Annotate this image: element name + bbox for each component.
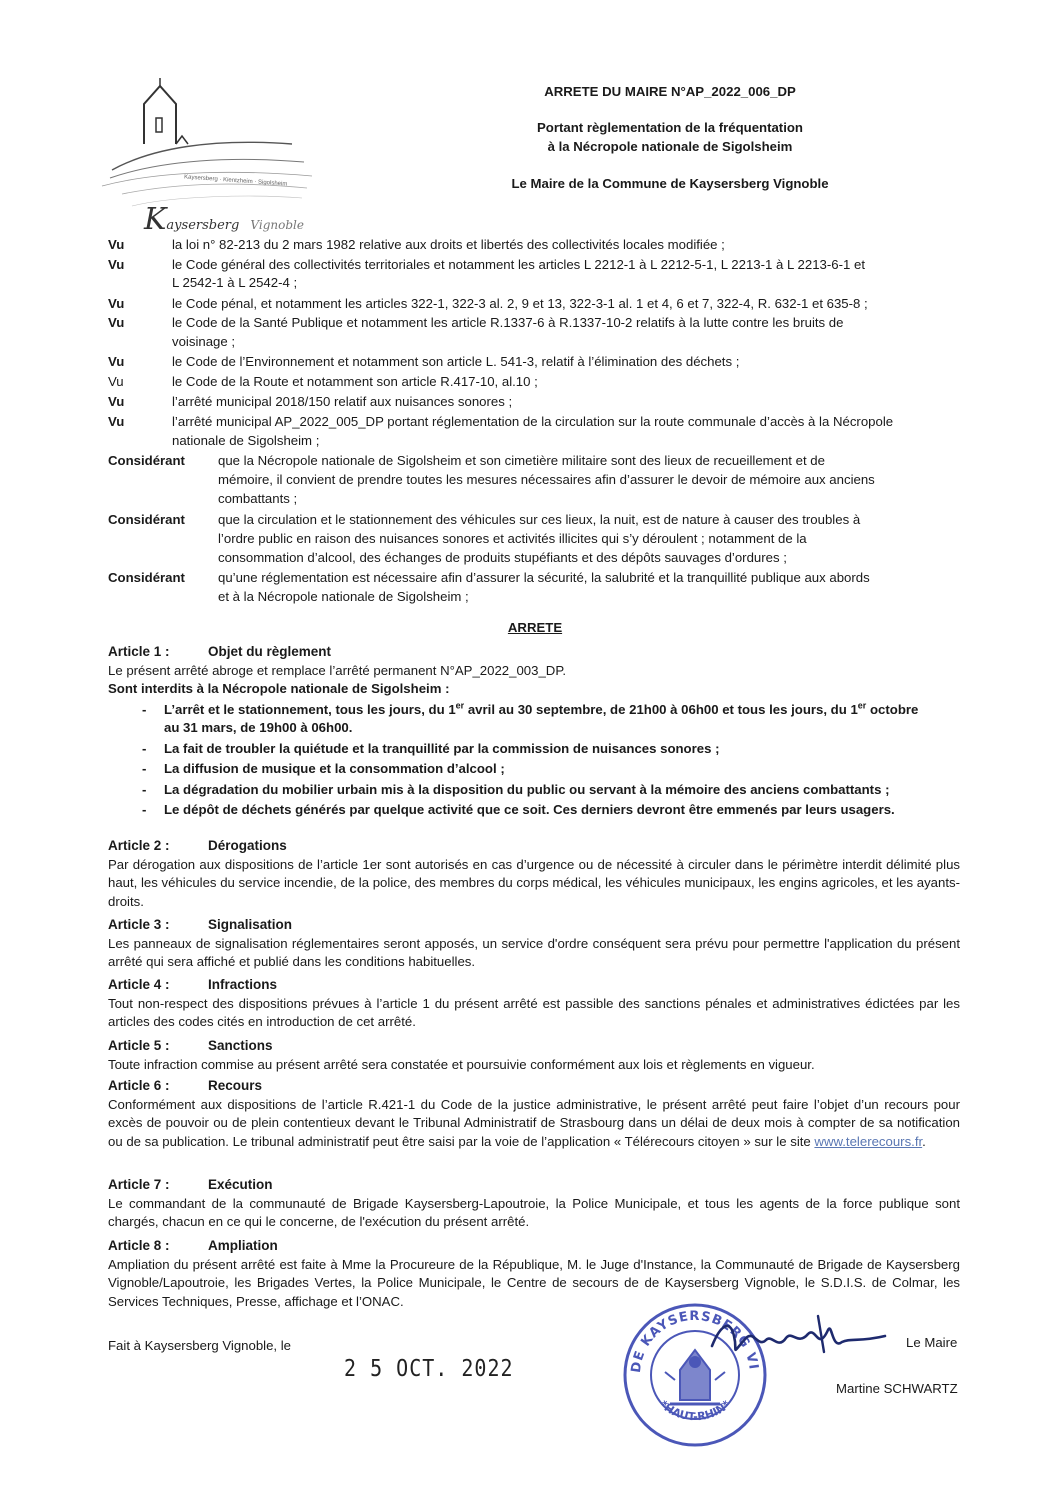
article-text: Le présent arrêté abroge et remplace l’arrêté permanent N°AP_2022_003_DP.	[108, 662, 567, 678]
seal-bottom-text: *HAUT-RHIN*	[657, 1397, 733, 1424]
article-text-part: .	[922, 1133, 926, 1149]
vu-text: le Code de la Santé Publique et notamment les article R.1337-6 à R.1337-10-2 relatifs à la lutte contre les bruits de	[172, 315, 844, 330]
article-6	[108, 1077, 960, 1151]
vu-label: Vu	[108, 394, 125, 409]
decree-authority: Le Maire de la Commune de Kaysersberg Vignoble	[511, 176, 829, 191]
article-number: Article 5 :	[108, 1038, 170, 1053]
considerant-line: qu’une réglementation est nécessaire afin d’assurer la sécurité, la salubrité et la tranquillité publique aux abords	[218, 570, 870, 585]
article-title: Infractions	[208, 977, 278, 992]
logo-brand-text	[144, 202, 304, 237]
article-heading	[108, 1037, 960, 1056]
article-heading	[108, 976, 960, 995]
bullet-text: octobre	[866, 701, 919, 717]
article-5	[108, 1037, 960, 1074]
article-text: Tout non-respect des dispositions prévues à l’article 1 du présent arrêté est passible des sanctions pénales et administratives édictées par les articles des codes cités en introduction de cet arrêté.	[108, 995, 960, 1029]
article-number: Article 2 :	[108, 838, 170, 853]
article-heading	[108, 837, 960, 856]
list-item: - La diffusion de musique et la consommation d’alcool ;	[142, 761, 505, 776]
article-text: Sont interdits à la Nécropole nationale de Sigolsheim :	[108, 681, 450, 696]
article-text: Par dérogation aux dispositions de l’article 1er sont autorisés en cas d’urgence ou de nécessité à circuler dans le périmètre interdit délimité plus haut, les véhicules du service incendie, de la police, des membres du corps médical, les véhicules municipaux, les engins agricoles, et les ayants-droits.	[108, 856, 960, 909]
list-item: - La dégradation du mobilier urbain mis à la disposition du public ou servant à la mémoire des anciens combattants ;	[142, 781, 890, 797]
bullet-text: Le dépôt de déchets générés par quelque activité que ce soit. Ces derniers devront être emmenés par leurs usagers.	[164, 802, 895, 817]
vu-text: nationale de Sigolsheim ;	[172, 433, 320, 448]
article-title: Signalisation	[208, 917, 293, 932]
article-text: Ampliation du présent arrêté est faite à Mme la Procureure de la République, M. le Juge d'Instance, la Communauté de Brigade de Kaysersberg Vignoble/Lapoutroie, les Brigades Vertes, la Police Municipale, le Centre de secours de de Kaysersberg Vignoble, le S.D.I.S. de Colmar, les Services Techniques, Presse, affichage et l’ONAC.	[108, 1256, 960, 1309]
vu-text: le Code de la Route et notamment son article R.417-10, al.10 ;	[172, 374, 538, 389]
article-title: Exécution	[208, 1177, 273, 1192]
vu-label: Vu	[108, 354, 125, 369]
logo-town-caption: Kaysersberg · Kientzheim · Sigolsheim	[183, 174, 288, 188]
article-title: Sanctions	[208, 1038, 273, 1053]
article-heading	[108, 1077, 960, 1096]
vu-text: la loi n° 82-213 du 2 mars 1982 relative aux droits et libertés des collectivités locales modifiée ;	[172, 237, 725, 252]
logo-brand-suffix: Vignoble	[250, 218, 304, 232]
vu-label: Vu	[108, 374, 124, 389]
considerant-line: et à la Nécropole nationale de Sigolsheim ;	[218, 589, 469, 604]
article-text: Les panneaux de signalisation réglementaires seront apposés, un service d'ordre conséquent sera prévu pour permettre l'application du présent arrêté qui sera affiché et publié dans les conditions habituelles.	[108, 935, 960, 969]
considerant-line: l’ordre public en raison des nuisances sonores et activités illicites qui s’y déroulent ; notamment de la	[218, 531, 807, 546]
telerecours-link[interactable]: www.telerecours.fr	[814, 1133, 923, 1149]
vu-text: l’arrêté municipal AP_2022_005_DP portant réglementation de la circulation sur la route communale d’accès à la Nécropole	[172, 414, 894, 429]
date-stamp: 2 5 OCT. 2022	[344, 1354, 514, 1382]
logo-brand-k: K	[144, 202, 167, 237]
article-heading	[108, 1176, 960, 1195]
list-item: - Le dépôt de déchets générés par quelque activité que ce soit. Ces derniers devront être emmenés par leurs usagers.	[142, 802, 895, 817]
seal-ring-text: DE KAYSERSBERG VI	[628, 1308, 761, 1374]
considerant-line: que la circulation et le stationnement des véhicules sur ces lieux, la nuit, est de nature à causer des troubles à	[218, 512, 861, 527]
article-heading	[108, 643, 960, 662]
considerant-label: Considérant	[108, 512, 185, 527]
bullet-text: L’arrêt et le stationnement, tous les jours, du 1	[164, 701, 456, 717]
commune-logo	[92, 78, 322, 238]
bullet-text: La diffusion de musique et la consommation d’alcool ;	[164, 761, 505, 776]
mayor-label: Le Maire	[906, 1335, 958, 1350]
considerant-line: consommation d’alcool, des échanges de produits stupéfiants et des dépôts sauvages d’ordures ;	[218, 550, 787, 565]
vu-label: Vu	[108, 296, 125, 311]
article-text-part: Conformément aux dispositions de l’article R.421-1 du Code de la justice administrative, le présent arrêté peut faire l’objet d’un recours pour excès de pouvoir ou de plein contentieux devant le Tribunal Administratif de Strasbourg dans un délai de deux mois à compter de sa notification ou de sa publication. Le tribunal administratif peut être saisi par la voie de l’application « Télérecours citoyen » sur le site	[108, 1096, 960, 1149]
vu-text: L 2542-1 à L 2542-4 ;	[172, 275, 298, 290]
vu-text: le Code de l’Environnement et notamment son article L. 541-3, relatif à l’élimination des déchets ;	[172, 354, 740, 369]
superscript: er	[455, 700, 465, 711]
bullet-text: avril au 30 septembre, de 21h00 à 06h00 et tous les jours, du 1	[464, 701, 858, 717]
arrete-heading: ARRETE	[507, 620, 563, 635]
article-number: Article 8 :	[108, 1238, 170, 1253]
vu-text: le Code pénal, et notamment les articles 322-1, 322-3 al. 2, 9 et 13, 322-3-1 al. 1 et 4, 6 et 7, 322-4, R. 632-1 et 635-8 ;	[172, 296, 868, 311]
vu-text: l’arrêté municipal 2018/150 relatif aux nuisances sonores ;	[172, 394, 513, 409]
decree-title: ARRETE DU MAIRE N°AP_2022_006_DP	[544, 84, 796, 99]
article-title: Dérogations	[208, 838, 287, 853]
list-item: - L’arrêt et le stationnement, tous les jours, du 1er avril au 30 septembre, de 21h00 à 06h00 et tous les jours, du 1er octobre au 31 mars, de 19h00 à 06h00.	[142, 700, 919, 735]
article-heading	[108, 916, 960, 935]
superscript: er	[857, 700, 867, 711]
article-title: Ampliation	[208, 1238, 278, 1253]
article-text: Toute infraction commise au présent arrêté sera constatée et poursuivie conformément aux lois et règlements en vigueur.	[108, 1056, 815, 1072]
article-text: Le commandant de la communauté de Brigade Kaysersberg-Lapoutroie, la Police Municipale, et tous les agents de la force publique sont chargés, chacun en ce qui le concerne, de l'exécution du présent arrêté.	[108, 1195, 960, 1229]
article-2	[108, 837, 960, 911]
decree-subtitle-line-2: à la Nécropole nationale de Sigolsheim	[547, 139, 793, 154]
considerant-label: Considérant	[108, 453, 185, 468]
vu-label: Vu	[108, 315, 125, 330]
list-item: - La fait de troubler la quiétude et la tranquillité par la commission de nuisances sonores ;	[142, 740, 720, 756]
mayor-signature	[700, 1308, 900, 1368]
article-title: Objet du règlement	[208, 644, 332, 659]
vu-text: le Code général des collectivités territoriales et notamment les articles L 2212-1 à L 2212-5-1, L 2213-1 à L 2213-6-1 et	[172, 257, 865, 272]
article-number: Article 3 :	[108, 917, 170, 932]
logo-brand-name: aysersberg	[166, 218, 240, 233]
article-number: Article 7 :	[108, 1177, 170, 1192]
article-8	[108, 1237, 960, 1311]
vu-label: Vu	[108, 414, 125, 429]
article-7	[108, 1176, 960, 1232]
article-4	[108, 976, 960, 1032]
considerant-line: que la Nécropole nationale de Sigolsheim et son cimetière militaire sont des lieux de recueillement et de	[218, 453, 825, 468]
mayor-name: Martine SCHWARTZ	[836, 1381, 958, 1396]
article-number: Article 1 :	[108, 644, 170, 659]
article-title: Recours	[208, 1078, 263, 1093]
handwritten-signature	[700, 1308, 900, 1368]
article-3	[108, 916, 960, 972]
article-1	[108, 643, 960, 820]
vu-label: Vu	[108, 237, 125, 252]
fait-a-line: Fait à Kaysersberg Vignoble, le	[108, 1338, 292, 1353]
bullet-text: La fait de troubler la quiétude et la tranquillité par la commission de nuisances sonores ;	[164, 740, 720, 756]
bullet-text: La dégradation du mobilier urbain mis à la disposition du public ou servant à la mémoire des anciens combattants ;	[164, 781, 890, 797]
bullet-text: au 31 mars, de 19h00 à 06h00.	[164, 720, 353, 735]
svg-text:*HAUT-RHIN*	[657, 1398, 733, 1424]
considerant-label: Considérant	[108, 570, 185, 585]
vu-text: voisinage ;	[172, 334, 236, 349]
article-heading	[108, 1237, 960, 1256]
article-number: Article 6 :	[108, 1078, 170, 1093]
considerant-line: combattants ;	[218, 491, 298, 506]
article-number: Article 4 :	[108, 977, 170, 992]
vu-label: Vu	[108, 257, 125, 272]
article-text	[108, 1096, 960, 1152]
considerant-line: mémoire, il convient de prendre toutes les mesures nécessaires afin d’assurer le devoir de mémoire aux anciens	[218, 472, 875, 487]
decree-subtitle-line-1: Portant règlementation de la fréquentation	[537, 120, 803, 135]
